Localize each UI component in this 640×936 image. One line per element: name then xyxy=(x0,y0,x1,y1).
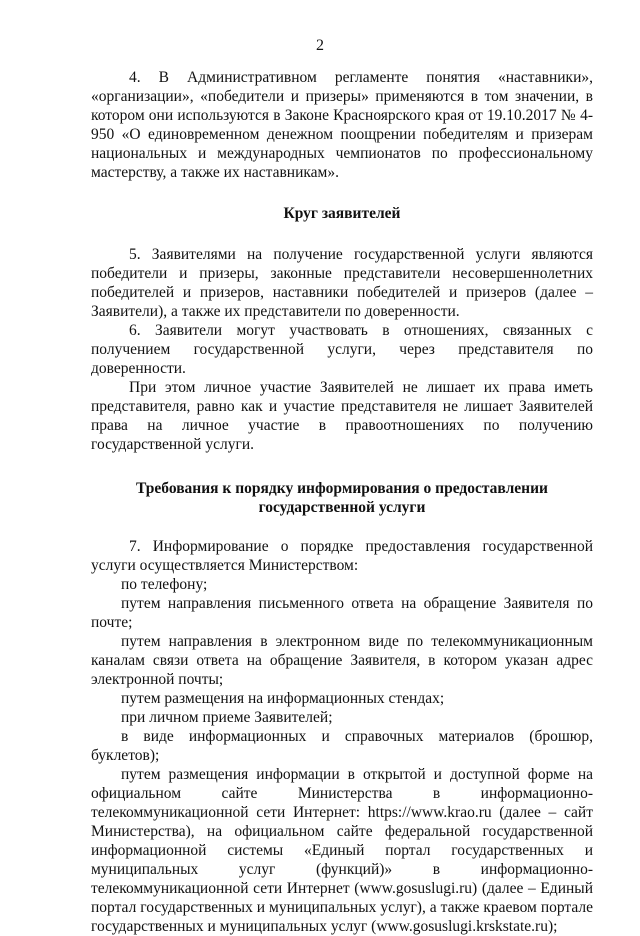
heading-applicants: Круг заявителей xyxy=(283,205,401,222)
list-item-personal: при личном приеме Заявителей; xyxy=(121,709,333,726)
heading-informing-requirements: Требования к порядку информирования о предоставлении государственной услуги xyxy=(136,480,548,516)
paragraph-5: 5. Заявителями на получение государственной услуги являются победители и призеры, законные представители несовершеннолетних победителей и призеров, наставники победителей и призеров (далее – Заявители), а также их представители по доверенности. xyxy=(91,246,593,320)
paragraph-6-continued: При этом личное участие Заявителей не лишает их права иметь представителя, равно как и участие представителя не лишает Заявителей права на личное участие в правоотношениях по получению государственной услуги. xyxy=(91,379,593,453)
paragraph-7: 7. Информирование о порядке предоставления государственной услуги осуществляется Министерством: xyxy=(91,538,593,574)
list-item-mail: путем направления письменного ответа на обращение Заявителя по почте; xyxy=(91,595,593,631)
list-item-websites: путем размещения информации в открытой и доступной форме на официальном сайте Министерства в информационно-телекоммуникационной сети Интернет: https://www.krao.ru (далее – сайт Министерства), на официальном сайте федеральной государственной информационной системы «Единый портал государственных и муниципальных услуг (функций)» в информационно-телекоммуникационной сети Интернет (www.gosuslugi.ru) (далее – Единый портал государственных и муниципальных услуг), а также краевом портале государственных и муниципальных услуг (www.gosuslugi.krskstate.ru); xyxy=(91,766,593,935)
paragraph-4: 4. В Административном регламенте понятия «наставники», «организации», «победители и призеры» применяются в том значении, в котором они используются в Законе Красноярского края от 19.10.2017 № 4-950 «О единовременном денежном поощрении победителям и призерам национальных и международных чемпионатов по профессиональному мастерству, а также их наставникам». xyxy=(91,69,593,181)
list-item-electronic: путем направления в электронном виде по телекоммуникационным каналам связи ответа на обращение Заявителя, в котором указан адрес электронной почты; xyxy=(91,633,593,688)
document-body xyxy=(91,68,593,936)
list-item-stands: путем размещения на информационных стендах; xyxy=(121,690,445,707)
paragraph-6: 6. Заявители могут участвовать в отношениях, связанных с получением государственной услуги, через представителя по доверенности. xyxy=(91,322,593,377)
list-item-materials: в виде информационных и справочных материалов (брошюр, буклетов); xyxy=(91,728,593,764)
page-number: 2 xyxy=(316,37,324,54)
list-item-phone: по телефону; xyxy=(121,576,208,593)
